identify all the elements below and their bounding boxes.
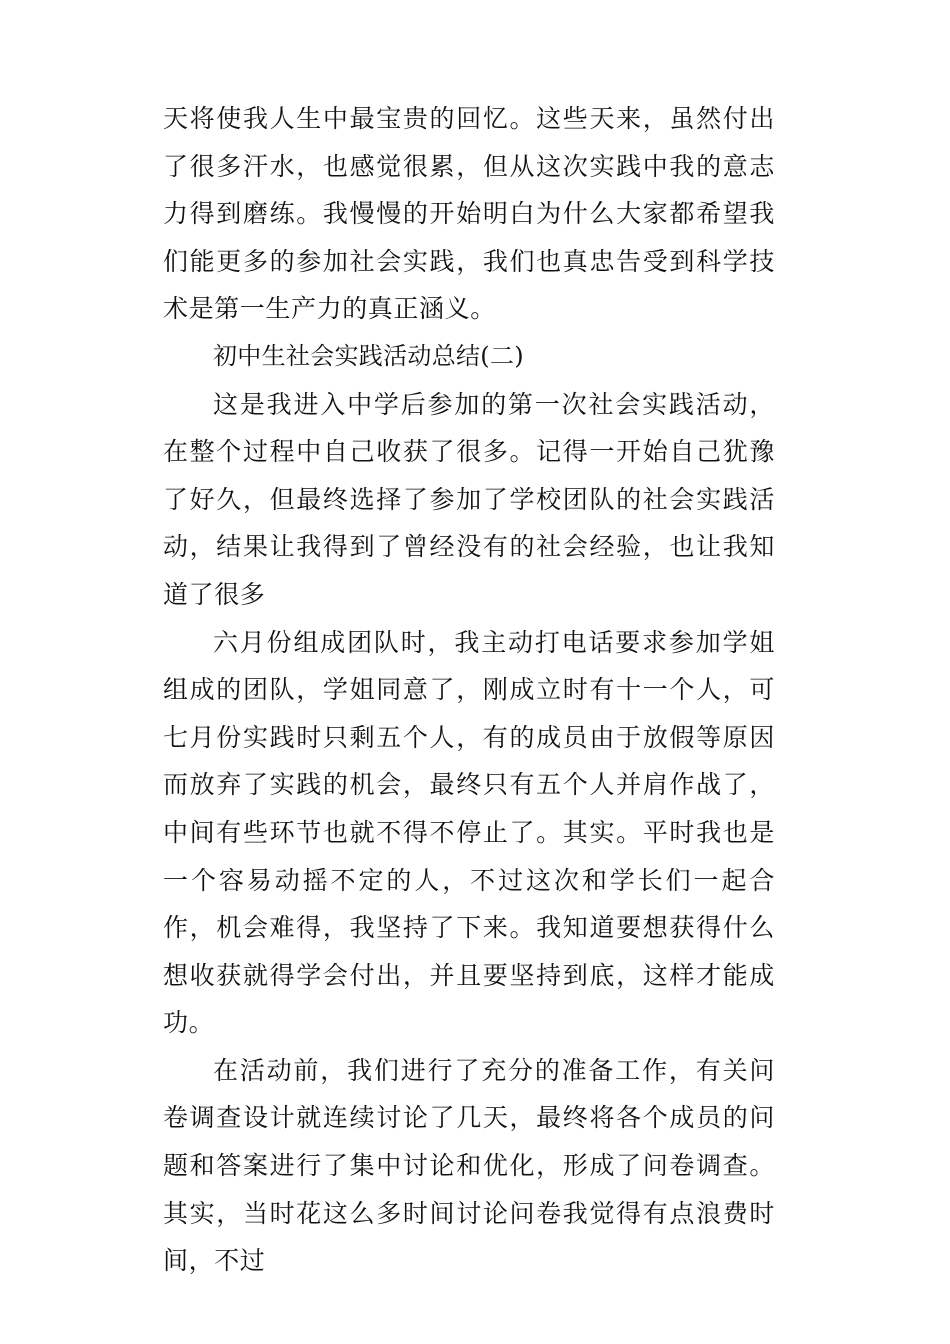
paragraph-2: 这是我进入中学后参加的第一次社会实践活动，在整个过程中自己收获了很多。记得一开始自己犹豫了好久，但最终选择了参加了学校团队的社会实践活动，结果让我得到了曾经没有的社会经验，也让我知道了很多 bbox=[163, 389, 775, 609]
section-heading: 初中生社会实践活动总结(二) bbox=[213, 341, 524, 370]
paragraph-3: 六月份组成团队时，我主动打电话要求参加学姐组成的团队，学姐同意了，刚成立时有十一个人，可七月份实践时只剩五个人，有的成员由于放假等原因而放弃了实践的机会，最终只有五个人并肩作战了，中间有些环节也就不得不停止了。其实。平时我也是一个容易动摇不定的人，不过这次和学长们一起合作，机会难得，我坚持了下来。我知道要想获得什么想收获就得学会付出，并且要坚持到底，这样才能成功。 bbox=[163, 627, 775, 1038]
paragraph-1: 天将使我人生中最宝贵的回忆。这些天来，虽然付出了很多汗水，也感觉很累，但从这次实践中我的意志力得到磨练。我慢慢的开始明白为什么大家都希望我们能更多的参加社会实践，我们也真忠告受到科学技术是第一生产力的真正涵义。 bbox=[163, 104, 775, 324]
document-body bbox=[163, 95, 775, 1285]
paragraph-4: 在活动前，我们进行了充分的准备工作，有关问卷调查设计就连续讨论了几天，最终将各个成员的问题和答案进行了集中讨论和优化，形成了问卷调查。其实，当时花这么多时间讨论问卷我觉得有点浪费时间，不过 bbox=[163, 1055, 775, 1276]
